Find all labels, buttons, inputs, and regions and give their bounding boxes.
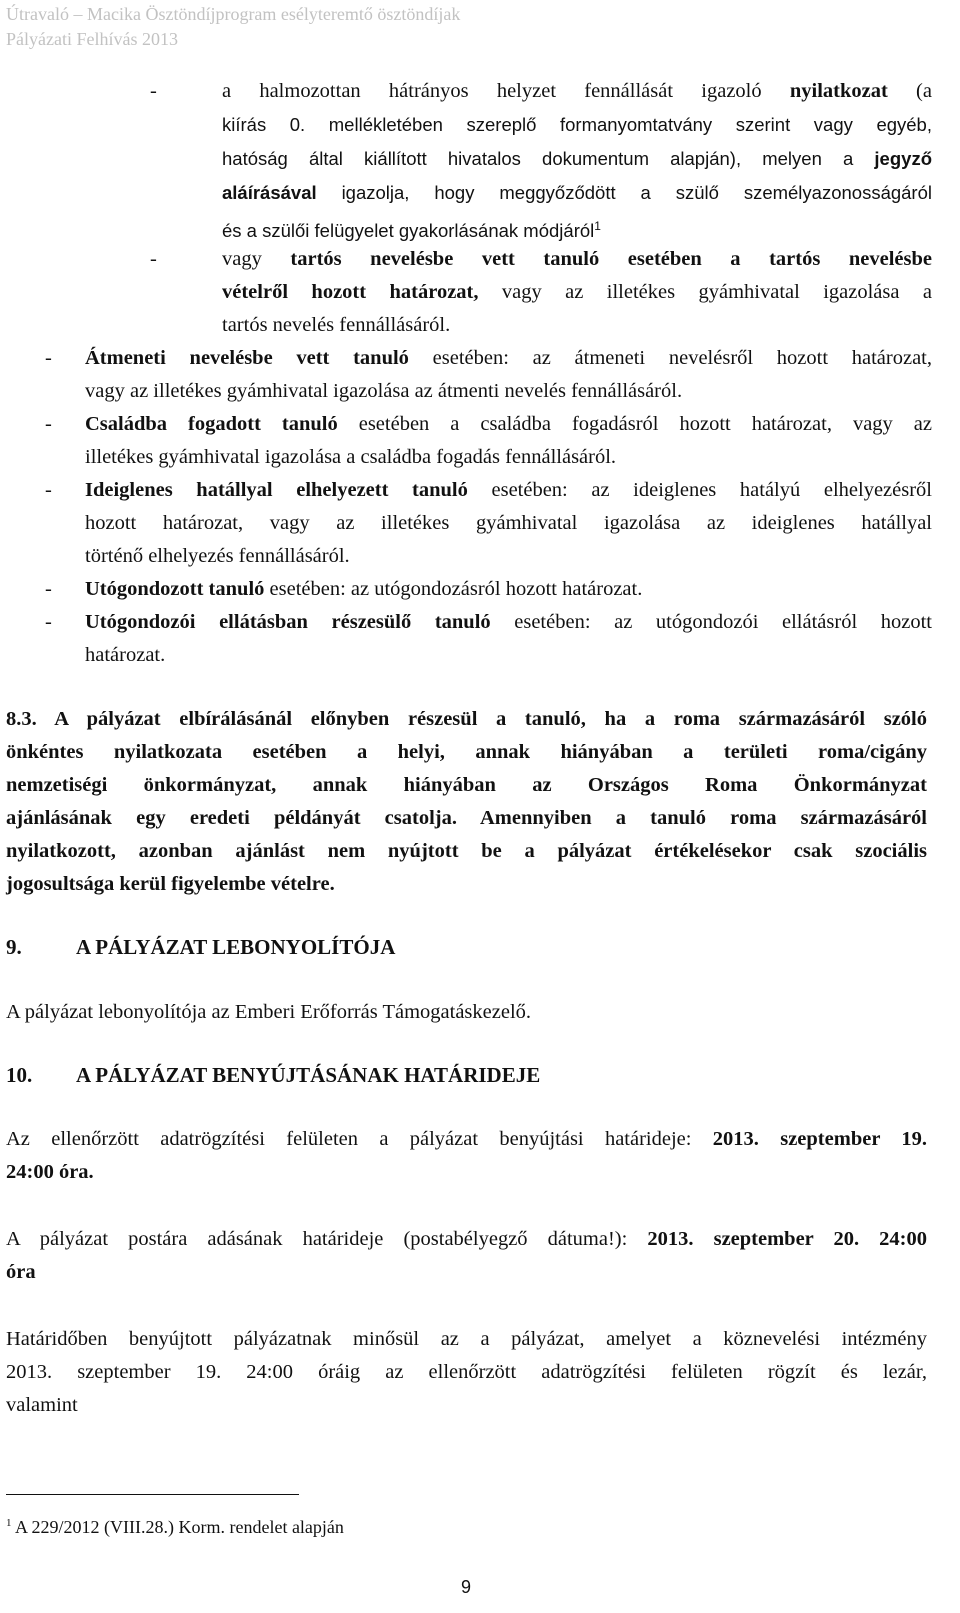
deadline-definition-line-2: 2013. szeptember 19. 24:00 óráig az ellenőrzött adatrögzítési felületen rögzít és lezár, xyxy=(6,1361,927,1383)
list-dash: - xyxy=(150,248,157,270)
sublist-item-1-line-5: és a szülői felügyelet gyakorlásának módjáról$^1$ xyxy=(222,219,601,242)
list-item-temporary-placement-line-3: történő elhelyezés fennállásáról. xyxy=(85,545,350,567)
list-item-temporary-placement: Ideiglenes hatállyal elhelyezett tanuló esetében: az ideiglenes hatályú elhelyezésről xyxy=(85,479,932,501)
section-8-3-line-2: önkéntes nyilatkozata esetében a helyi, annak hiányában a területi roma/cigány xyxy=(6,741,927,763)
running-header xyxy=(6,2,460,52)
sublist-item-1-line-3: hatóság által kiállított hivatalos dokumentum alapján), melyen a jegyző xyxy=(222,148,932,169)
section-number: 8.3. xyxy=(6,708,37,730)
footnote-separator xyxy=(6,1494,299,1495)
list-dash: - xyxy=(150,80,157,102)
sublist-item-1-line-1: a halmozottan hátrányos helyzet fennállását igazoló nyilatkozat (a xyxy=(222,80,932,102)
deadline-definition-line-1: Határidőben benyújtott pályázatnak minősül az a pályázat, amelyet a köznevelési intézmény xyxy=(6,1328,927,1350)
deadline-online-line-1: Az ellenőrzött adatrögzítési felületen a pályázat benyújtási határideje: 2013. szeptember 19. xyxy=(6,1128,927,1150)
deadline-online-line-2: 24:00 óra. xyxy=(6,1161,94,1183)
deadline-postal-line-2: óra xyxy=(6,1261,36,1283)
header-program-title: Útravaló – Macika Ösztöndíjprogram esélyteremtő ösztöndíjak xyxy=(6,4,461,24)
list-dash: - xyxy=(45,611,52,633)
section-9-number: 9. xyxy=(6,935,22,959)
footnote-ref: 1 xyxy=(594,219,601,233)
section-8-3-line-1: 8.3. A pályázat elbírálásánál előnyben részesül a tanuló, ha a roma származásáról szóló xyxy=(6,708,927,730)
section-9-text: A pályázat lebonyolítója az Emberi Erőforrás Támogatáskezelő. xyxy=(6,1001,532,1023)
sublist-item-2-line-1: vagy tartós nevelésbe vett tanuló esetében a tartós nevelésbe xyxy=(222,248,933,270)
section-9-heading: A PÁLYÁZAT LEBONYOLÍTÓJA xyxy=(76,935,396,959)
deadline-postal-line-1: A pályázat postára adásának határideje (postabélyegző dátuma!): 2013. szeptember 20. 24:00 xyxy=(6,1228,927,1250)
list-dash: - xyxy=(45,413,52,435)
sublist-item-1-line-4: aláírásával igazolja, hogy meggyőződött a szülő személyazonosságáról xyxy=(222,182,932,203)
list-item-aftercare-provision: Utógondozói ellátásban részesülő tanuló esetében: az utógondozói ellátásról hozott xyxy=(85,611,932,633)
sublist-item-2-line-2: vételről hozott határozat, vagy az illetékes gyámhivatal igazolása a xyxy=(222,281,932,303)
footnote: $^1$ A 229/2012 (VIII.28.) Korm. rendelet alapján xyxy=(6,1517,344,1537)
list-dash: - xyxy=(45,578,52,600)
list-dash: - xyxy=(45,479,52,501)
list-item-foster-family-line-2: illetékes gyámhivatal igazolása a családba fogadás fennállásáról. xyxy=(85,446,617,468)
section-8-3-line-5: nyilatkozott, azonban ajánlást nem nyújtott be a pályázat értékelésekor csak szociális xyxy=(6,840,927,862)
header-call-title: Pályázati Felhívás 2013 xyxy=(6,29,178,49)
list-item-transitional-care-line-2: vagy az illetékes gyámhivatal igazolása az átmenti nevelés fennállásáról. xyxy=(85,380,683,402)
deadline-definition-line-3: valamint xyxy=(6,1394,78,1416)
section-8-3-line-4: ajánlásának egy eredeti példányát csatolja. Amennyiben a tanuló roma származásáról xyxy=(6,807,927,829)
list-dash: - xyxy=(45,347,52,369)
section-8-3-line-3: nemzetiségi önkormányzat, annak hiányában az Országos Roma Önkormányzat xyxy=(6,774,927,796)
page-number: 9 xyxy=(461,1577,472,1597)
section-8-3-line-6: jogosultsága kerül figyelembe vételre. xyxy=(6,873,335,895)
list-item-aftercare-provision-line-2: határozat. xyxy=(85,644,166,666)
list-item-transitional-care: Átmeneti nevelésbe vett tanuló esetében: az átmeneti nevelésről hozott határozat, xyxy=(85,347,933,369)
sublist-item-1-line-2: kiírás 0. mellékletében szereplő formanyomtatvány szerint vagy egyéb, xyxy=(222,114,932,135)
list-item-aftercare: Utógondozott tanuló esetében: az utógondozásról hozott határozat. xyxy=(85,578,643,600)
list-item-foster-family: Családba fogadott tanuló esetében a családba fogadásról hozott határozat, vagy az xyxy=(85,413,932,435)
section-10-heading: A PÁLYÁZAT BENYÚJTÁSÁNAK HATÁRIDEJE xyxy=(76,1063,541,1087)
section-10-number: 10. xyxy=(6,1063,33,1087)
footnote-mark: 1 xyxy=(6,1517,12,1529)
sublist-item-2-line-3: tartós nevelés fennállásáról. xyxy=(222,314,451,336)
list-item-temporary-placement-line-2: hozott határozat, vagy az illetékes gyámhivatal igazolása az ideiglenes hatállyal xyxy=(85,512,932,534)
